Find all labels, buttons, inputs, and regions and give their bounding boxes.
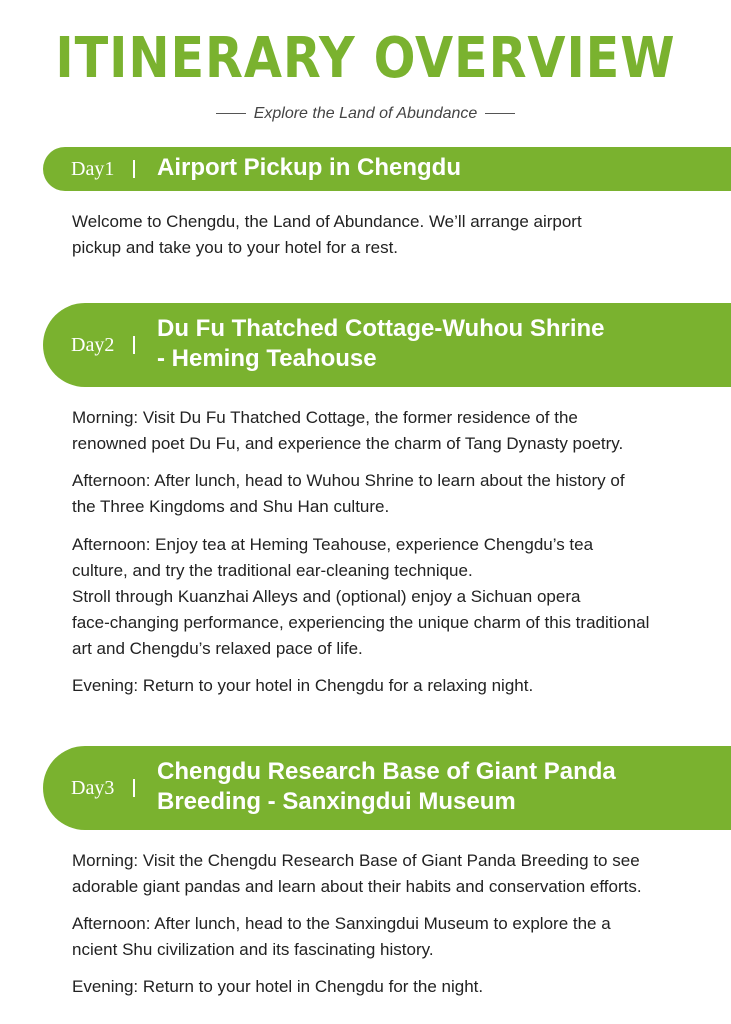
day3-title (157, 757, 715, 817)
day2-paragraph-2 (72, 468, 712, 520)
day3-title-line-1: Chengdu Research Base of Giant Panda (157, 758, 616, 785)
day1-header (43, 147, 731, 191)
day3-p3-line-1: Evening: Return to your hotel in Chengdu for the night. (72, 977, 484, 996)
day2-tag: Day2 (71, 334, 115, 356)
day1-tag: Day1 (71, 158, 115, 180)
day2-p1-line-1: Morning: Visit Du Fu Thatched Cottage, the former residence of the (72, 408, 578, 427)
day3-title-line-2: Breeding - Sanxingdui Museum (157, 788, 516, 815)
day2-p3-line-4: face-changing performance, experiencing the unique charm of this traditional (72, 613, 650, 632)
day3-p1-line-1: Morning: Visit the Chengdu Research Base of Giant Panda Breeding to see (72, 851, 640, 870)
day3-separator (133, 779, 135, 797)
day3-p2-line-1: Afternoon: After lunch, head to the Sanxingdui Museum to explore the a (72, 914, 611, 933)
day2-header (43, 303, 731, 387)
subtitle-right-rule (485, 113, 515, 114)
day3-paragraph-3 (72, 974, 712, 1000)
day2-p3-line-1: Afternoon: Enjoy tea at Heming Teahouse, experience Chengdu’s tea (72, 535, 594, 554)
day2-paragraph-1 (72, 405, 712, 457)
day2-p3-line-3: Stroll through Kuanzhai Alleys and (optional) enjoy a Sichuan opera (72, 587, 581, 606)
day3-p1-line-2: adorable giant pandas and learn about their habits and conservation efforts. (72, 877, 642, 896)
day2-title-line-1: Du Fu Thatched Cottage-Wuhou Shrine (157, 315, 605, 342)
day2-paragraph-4 (72, 673, 712, 699)
subtitle-left-rule (216, 113, 246, 114)
page-subtitle (0, 104, 731, 124)
day2-paragraph-3 (72, 532, 712, 662)
day2-title-line-2: - Heming Teahouse (157, 345, 377, 372)
day3-paragraph-2 (72, 911, 712, 963)
day3-p2-line-2: ncient Shu civilization and its fascinating history. (72, 940, 434, 959)
day1-title-line: Airport Pickup in Chengdu (157, 154, 461, 181)
day2-p1-line-2: renowned poet Du Fu, and experience the charm of Tang Dynasty poetry. (72, 434, 624, 453)
day2-separator (133, 336, 135, 354)
day2-p4-line-1: Evening: Return to your hotel in Chengdu for a relaxing night. (72, 676, 534, 695)
day2-p2-line-2: the Three Kingdoms and Shu Han culture. (72, 497, 390, 516)
day2-p3-line-2: culture, and try the traditional ear-cleaning technique. (72, 561, 473, 580)
day2-p3-line-5: art and Chengdu’s relaxed pace of life. (72, 639, 363, 658)
day3-paragraph-1 (72, 848, 712, 900)
subtitle-text: Explore the Land of Abundance (253, 105, 478, 122)
day2-title (157, 314, 715, 374)
day2-p2-line-1: Afternoon: After lunch, head to Wuhou Shrine to learn about the history of (72, 471, 625, 490)
day1-title (157, 153, 715, 183)
day1-paragraph-1 (72, 209, 712, 261)
page-title: ITINERARY OVERVIEW (55, 26, 676, 91)
day3-header (43, 746, 731, 830)
day1-separator (133, 160, 135, 178)
day1-p1-line-2: pickup and take you to your hotel for a rest. (72, 238, 399, 257)
day3-tag: Day3 (71, 777, 115, 799)
day1-p1-line-1: Welcome to Chengdu, the Land of Abundance. We’ll arrange airport (72, 212, 582, 231)
